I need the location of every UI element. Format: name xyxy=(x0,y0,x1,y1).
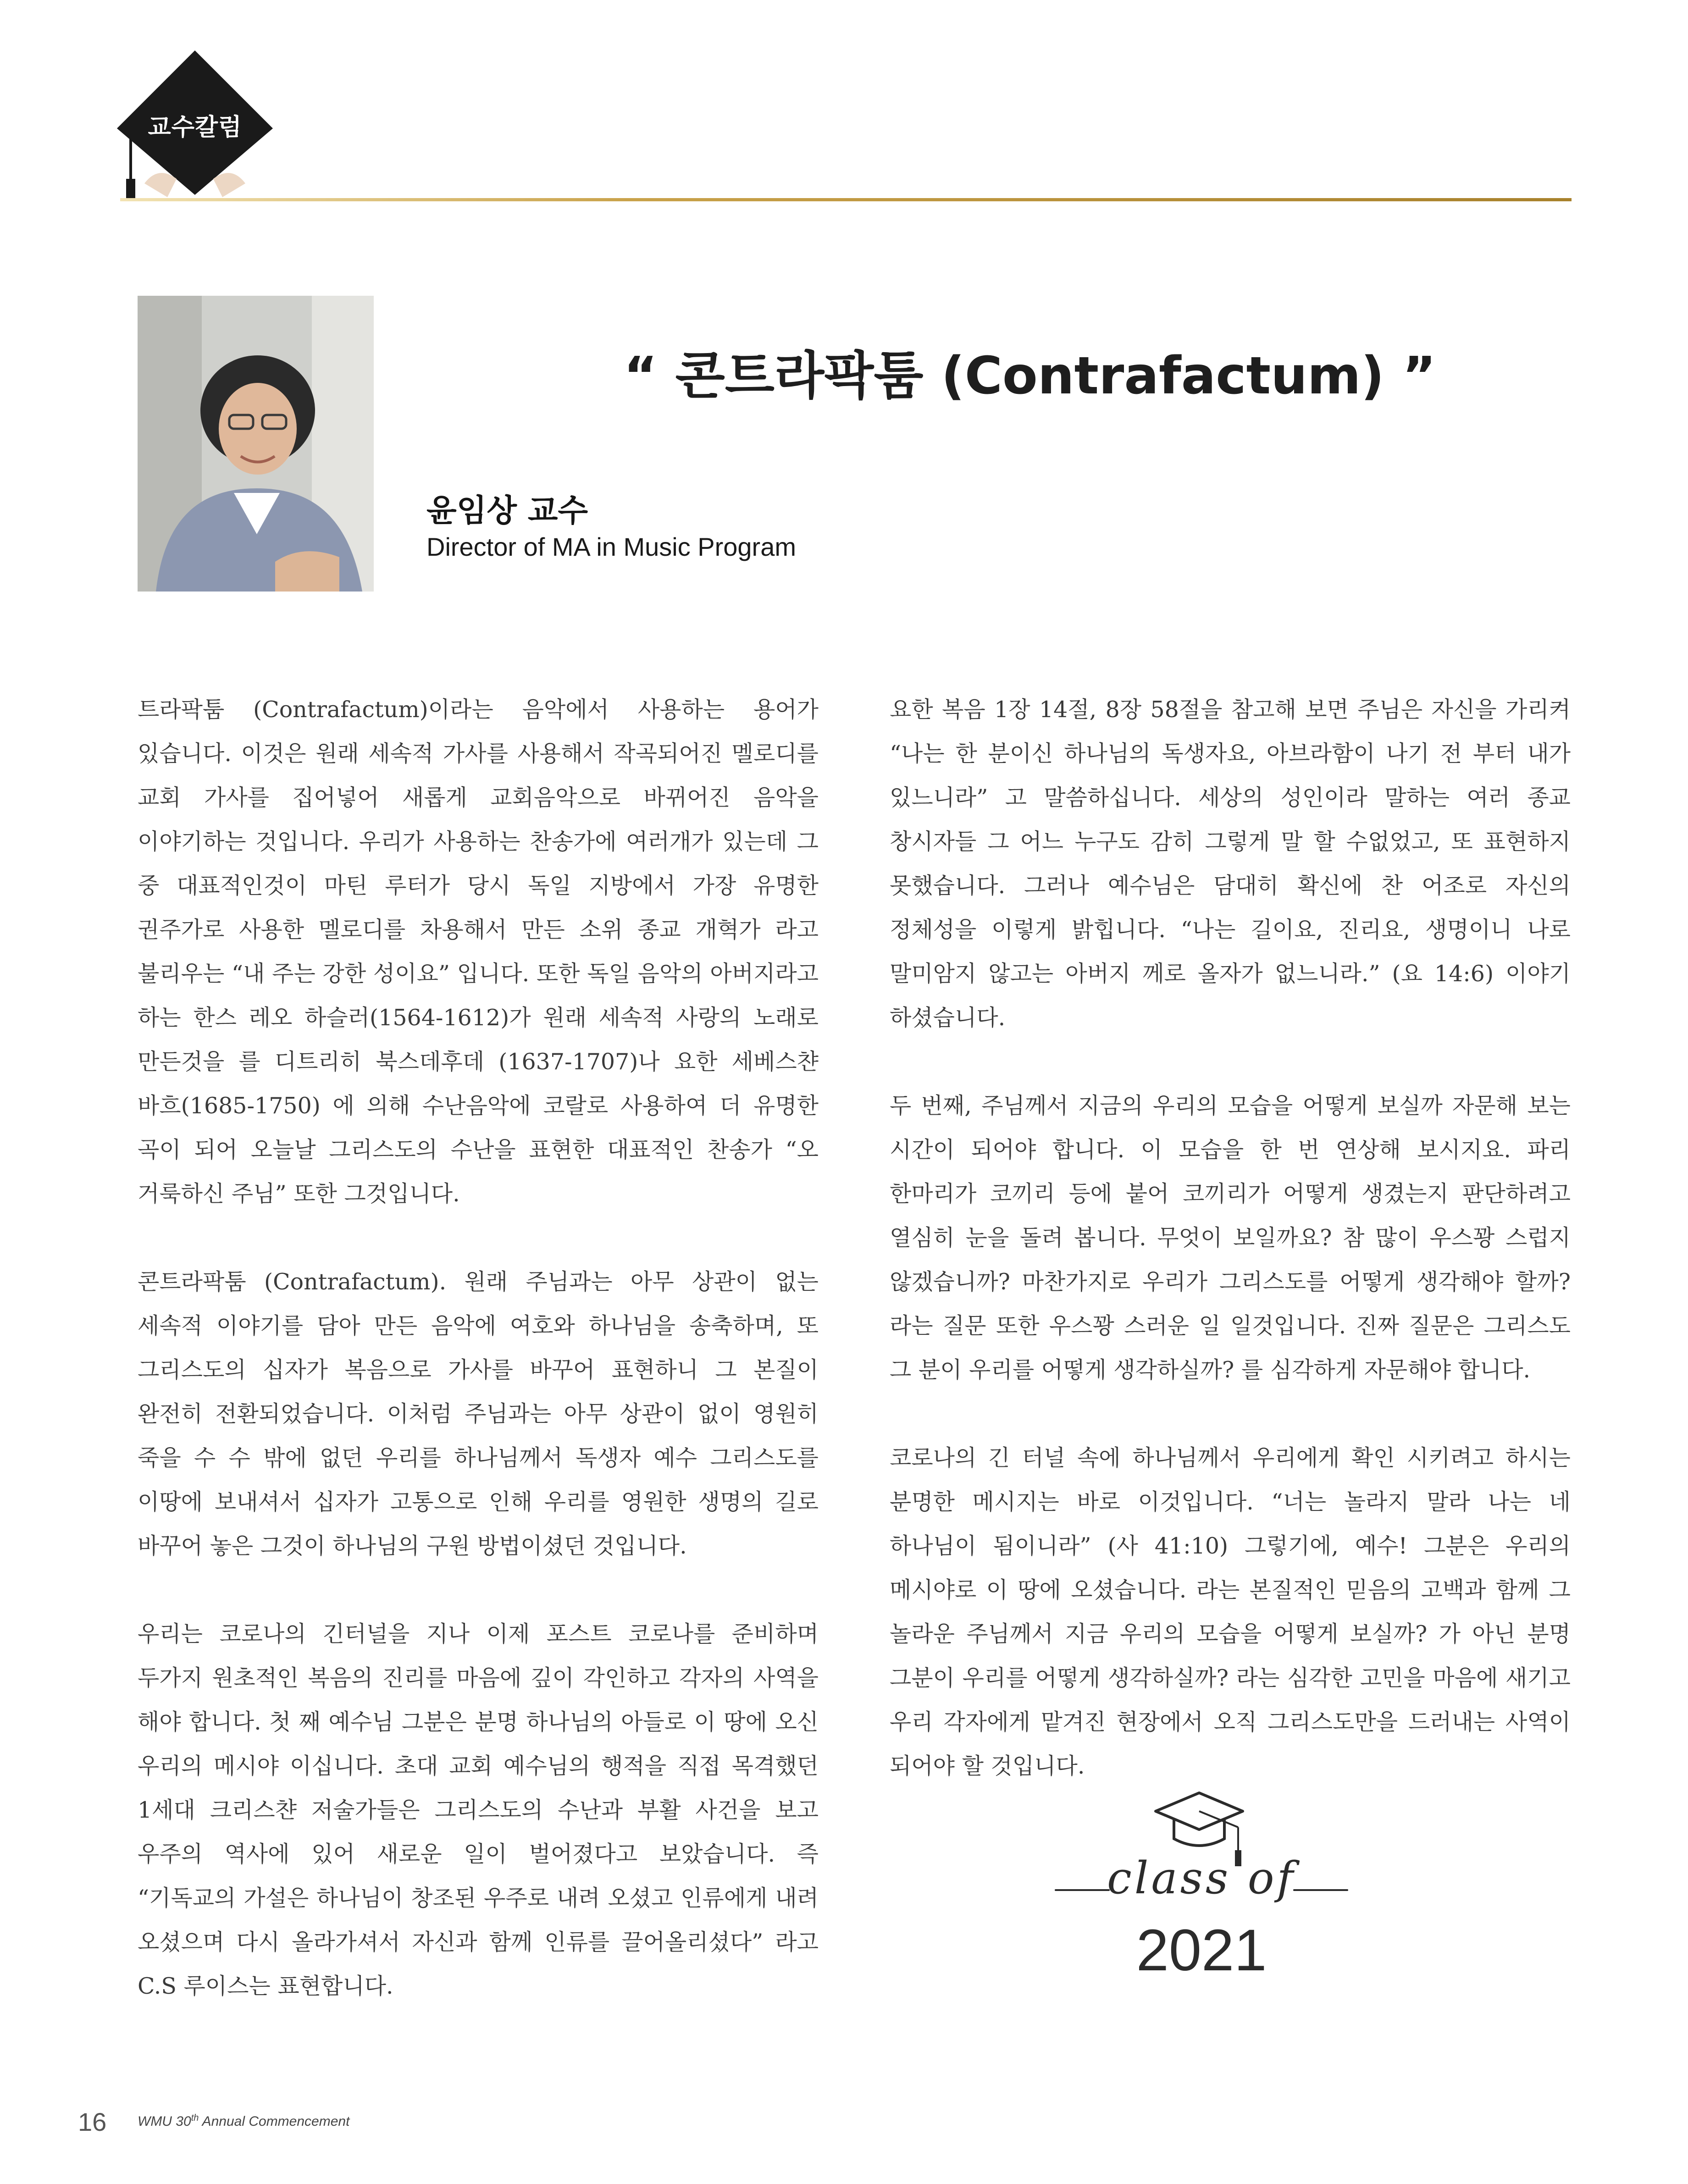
column-badge xyxy=(112,46,277,202)
author-role: Director of MA in Music Program xyxy=(426,532,796,561)
body-paragraph: 요한 복음 1장 14절, 8장 58절을 참고해 보면 주님은 자신을 가리켜 “나는 한 분이신 하나님의 독생자요, 아브라함이 나기 전 부터 내가 있느니라” 고 말씀하십니다. 세상의 성인이라 말하는 여러 종교 창시자들 그 어느 누구도 감히 그렇게 말 할 수없었고, 또 표현하지 못했습니다. 그러나 예수님은 담대히 확신에 찬 어조로 자신의 정체성을 이렇게 밝힙니다. “나는 길이요, 진리요, 생명이니 나로 말미암지 않고는 아버지 께로 올자가 없느니라.” (요 14:6) 이야기 하셨습니다. xyxy=(890,697,1571,1031)
body-column-left xyxy=(138,688,819,2052)
body-paragraph: 우리는 코로나의 긴터널을 지나 이제 포스트 코로나를 준비하며 두가지 원초적인 복음의 진리를 마음에 깊이 각인하고 각자의 사역을 해야 합니다. 첫 째 예수님 그분은 분명 하나님의 아들로 이 땅에 오신 우리의 메시야 이십니다. 초대 교회 예수님의 행적을 직접 목격했던 1세대 크리스챤 저술가들은 그리스도의 수난과 부활 사건을 보고 우주의 역사에 있어 새로운 일이 벌어졌다고 보았습니다. 즉 “기독교의 가설은 하나님이 창조된 우주로 내려 오셨고 인류에게 내려 오셨으며 다시 올라가셔서 자신과 함께 인류를 끌어올리셨다” 라고 C.S 루이스는 표현합니다. xyxy=(138,1621,819,1999)
body-paragraph: 두 번째, 주님께서 지금의 우리의 모습을 어떻게 보실까 자문해 보는 시간이 되어야 합니다. 이 모습을 한 번 연상해 보시지요. 파리 한마리가 코끼리 등에 붙어 코끼리가 어떻게 생겼는지 판단하려고 열심히 눈을 돌려 봅니다. 무엇이 보일까요? 참 많이 우스꽝 스럽지 않겠습니까? 마찬가지로 우리가 그리스도를 어떻게 생각해야 할까? 라는 질문 또한 우스꽝 스러운 일 일것입니다. 진짜 질문은 그리스도 그 분이 우리를 어떻게 생각하실까? 를 심각하게 자문해야 합니다. xyxy=(890,1093,1571,1383)
author-name: 윤임상 교수 xyxy=(426,493,588,529)
class-of-script: class of xyxy=(1107,1852,1296,1904)
body-paragraph: 트라팍툼 (Contrafactum)이라는 음악에서 사용하는 용어가 있습니다. 이것은 원래 세속적 가사를 사용해서 작곡되어진 멜로디를 교회 가사를 집어넣어 새롭게 교회음악으로 바뀌어진 음악을 이야기하는 것입니다. 우리가 사용하는 찬송가에 여러개가 있는데 그 중 대표적인것이 마틴 루터가 당시 독일 지방에서 가장 유명한 권주가로 사용한 멜로디를 차용해서 만든 소위 종교 개혁가 라고 불리우는 “내 주는 강한 성이요” 입니다. 또한 독일 음악의 아버지라고 하는 한스 레오 하슬러(1564-1612)가 원래 세속적 사랑의 노래로 만든것을 를 디트리히 북스데후데 (1637-1707)나 요한 세베스챤 바흐(1685-1750) 에 의해 수난음악에 코랄로 사용하여 더 유명한 곡이 되어 오늘날 그리스도의 수난을 표현한 대표적인 찬송가 “오 거룩하신 주님” 또한 그것입니다. xyxy=(138,697,819,1207)
body-column-right xyxy=(890,688,1571,1832)
article-title: “ 콘트라팍툼 (Contrafactum) ” xyxy=(624,346,1436,406)
body-paragraph: 코로나의 긴 터널 속에 하나님께서 우리에게 확인 시키려고 하시는 분명한 메시지는 바로 이것입니다. “너는 놀라지 말라 나는 네 하나님이 됨이니라” (사 41:10) 그렇기에, 예수! 그분은 우리의 메시야로 이 땅에 오셨습니다. 라는 본질적인 믿음의 고백과 함께 그 놀라운 주님께서 지금 우리의 모습을 어떻게 보실까? 가 아닌 분명 그분이 우리를 어떻게 생각하실까? 라는 심각한 고민을 마음에 새기고 우리 각자에게 맡겨진 현장에서 오직 그리스도만을 드러내는 사역이 되어야 할 것입니다. xyxy=(890,1445,1571,1779)
publication-prefix: WMU 30 xyxy=(138,2114,191,2129)
class-year: 2021 xyxy=(1136,1918,1267,1983)
publication-name xyxy=(138,2113,349,2129)
publication-ordinal: th xyxy=(191,2113,199,2123)
body-paragraph: 콘트라팍툼 (Contrafactum). 원래 주님과는 아무 상관이 없는 세속적 이야기를 담아 만든 음악에 여호와 하나님을 송축하며, 또 그리스도의 십자가 복음으로 가사를 바꾸어 표현하니 그 본질이 완전히 전환되었습니다. 이처럼 주님과는 아무 상관이 없이 영원히 죽을 수 수 밖에 없던 우리를 하나님께서 독생자 예수 그리스도를 이땅에 보내셔서 십자가 고통으로 인해 우리를 영원한 생명의 길로 바꾸어 놓은 그것이 하나님의 구원 방법이셨던 것입니다. xyxy=(138,1269,819,1559)
page-number: 16 xyxy=(78,2107,107,2136)
publication-suffix: Annual Commencement xyxy=(199,2114,350,2129)
column-badge-label: 교수칼럼 xyxy=(148,114,242,141)
class-of-graphic xyxy=(1046,1784,1357,1990)
author-photo xyxy=(138,296,374,592)
header-divider xyxy=(120,198,1572,201)
